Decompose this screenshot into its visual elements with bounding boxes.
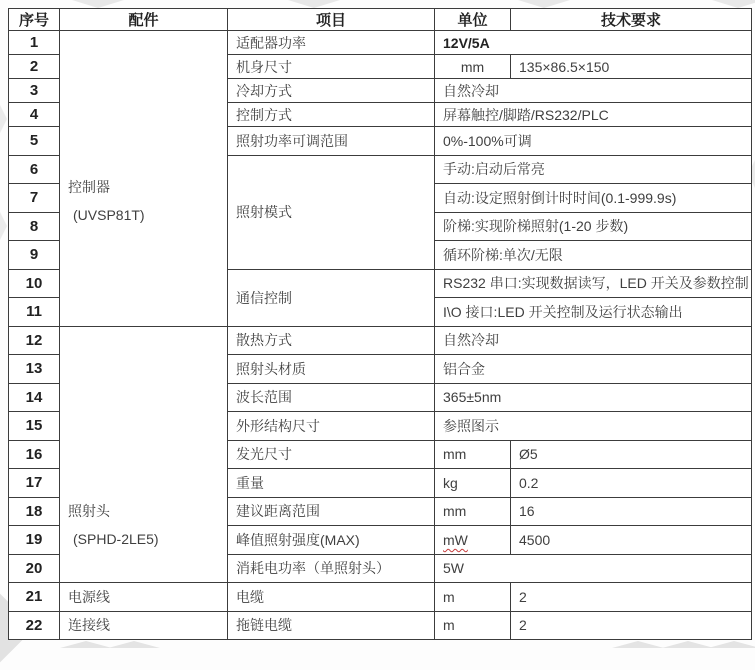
value-cell: 12V/5A [435, 31, 752, 55]
item-cell: 照射头材质 [228, 355, 435, 384]
watermark-triangle [288, 0, 340, 8]
value-cell: 5W [435, 554, 752, 583]
item-cell: 电缆 [228, 583, 435, 612]
item-cell: 照射功率可调范围 [228, 127, 435, 156]
row-index: 9 [9, 241, 60, 270]
value-cell: I\O 接口:LED 开关控制及运行状态输出 [435, 298, 752, 327]
item-cell: 外形结构尺寸 [228, 412, 435, 441]
row-index: 18 [9, 497, 60, 526]
spec-table [8, 8, 752, 640]
row-index: 7 [9, 184, 60, 213]
table-row [9, 326, 752, 355]
value-cell: RS232 串口:实现数据读写，LED 开关及参数控制 [435, 269, 752, 298]
value-cell: 自然冷却 [435, 326, 752, 355]
unit-spellcheck: mW [443, 531, 468, 548]
unit-cell: m [435, 611, 511, 640]
row-index: 6 [9, 155, 60, 184]
col-header-unit: 单位 [435, 9, 511, 31]
watermark-triangle [72, 0, 124, 8]
watermark-triangle [518, 0, 570, 8]
item-cell: 峰值照射强度(MAX) [228, 526, 435, 555]
value-cell: 屏幕触控/脚踏/RS232/PLC [435, 103, 752, 127]
table-row [9, 611, 752, 640]
item-cell: 波长范围 [228, 383, 435, 412]
value-cell: Ø5 [511, 440, 752, 469]
part-cell-controller [60, 31, 228, 327]
watermark-triangle [60, 641, 112, 648]
table-row [9, 31, 752, 55]
header-row [9, 9, 752, 31]
value-cell: 0.2 [511, 469, 752, 498]
value-cell: 自然冷却 [435, 79, 752, 103]
part-cell: 电源线 [60, 583, 228, 612]
value-cell: 自动:设定照射倒计时时间(0.1-999.9s) [435, 184, 752, 213]
value-cell: 16 [511, 497, 752, 526]
item-cell: 通信控制 [228, 269, 435, 326]
row-index: 19 [9, 526, 60, 555]
watermark-sliver [0, 212, 7, 240]
col-header-requirement: 技术要求 [511, 9, 752, 31]
unit-cell: mm [435, 55, 511, 79]
row-index: 11 [9, 298, 60, 327]
item-cell: 冷却方式 [228, 79, 435, 103]
item-cell: 重量 [228, 469, 435, 498]
value-cell: 135×86.5×150 [511, 55, 752, 79]
item-cell: 发光尺寸 [228, 440, 435, 469]
value-cell: 手动:启动后常亮 [435, 155, 752, 184]
value-cell: 铝合金 [435, 355, 752, 384]
row-index: 17 [9, 469, 60, 498]
row-index: 14 [9, 383, 60, 412]
row-index: 21 [9, 583, 60, 612]
item-cell: 照射模式 [228, 155, 435, 269]
value-cell: 0%-100%可调 [435, 127, 752, 156]
row-index: 13 [9, 355, 60, 384]
value-cell: 参照图示 [435, 412, 752, 441]
row-index: 22 [9, 611, 60, 640]
watermark-triangle [662, 641, 714, 648]
item-cell: 机身尺寸 [228, 55, 435, 79]
item-cell: 散热方式 [228, 326, 435, 355]
col-header-item: 项目 [228, 9, 435, 31]
watermark-triangle [612, 641, 664, 648]
value-cell: 4500 [511, 526, 752, 555]
value-cell: 2 [511, 583, 752, 612]
row-index: 5 [9, 127, 60, 156]
row-index: 10 [9, 269, 60, 298]
part-name: 控制器 [68, 179, 110, 195]
row-index: 8 [9, 212, 60, 241]
table-row [9, 583, 752, 612]
unit-cell: mm [435, 440, 511, 469]
item-cell: 拖链电缆 [228, 611, 435, 640]
value-cell: 365±5nm [435, 383, 752, 412]
unit-cell: mm [435, 497, 511, 526]
row-index: 16 [9, 440, 60, 469]
watermark-sliver [0, 105, 7, 133]
item-cell: 建议距离范围 [228, 497, 435, 526]
unit-cell: kg [435, 469, 511, 498]
row-index: 1 [9, 31, 60, 55]
row-index: 3 [9, 79, 60, 103]
part-name: 照射头 [68, 502, 110, 519]
part-cell: 连接线 [60, 611, 228, 640]
value-cell: 循环阶梯:单次/无限 [435, 241, 752, 270]
part-cell-head [60, 326, 228, 583]
watermark-triangle [108, 641, 160, 648]
row-index: 4 [9, 103, 60, 127]
unit-cell: m [435, 583, 511, 612]
value-cell: 2 [511, 611, 752, 640]
row-index: 12 [9, 326, 60, 355]
value-cell: 阶梯:实现阶梯照射(1-20 步数) [435, 212, 752, 241]
row-index: 20 [9, 554, 60, 583]
col-header-index: 序号 [9, 9, 60, 31]
item-cell: 控制方式 [228, 103, 435, 127]
item-cell: 适配器功率 [228, 31, 435, 55]
row-index: 15 [9, 412, 60, 441]
part-model: (SPHD-2LE5) [73, 530, 159, 547]
unit-cell [435, 526, 511, 555]
item-cell: 消耗电功率（单照射头） [228, 554, 435, 583]
col-header-part: 配件 [60, 9, 228, 31]
part-model: (UVSP81T) [73, 207, 145, 223]
watermark-triangle [712, 0, 755, 8]
watermark-triangle [708, 641, 755, 648]
row-index: 2 [9, 55, 60, 79]
